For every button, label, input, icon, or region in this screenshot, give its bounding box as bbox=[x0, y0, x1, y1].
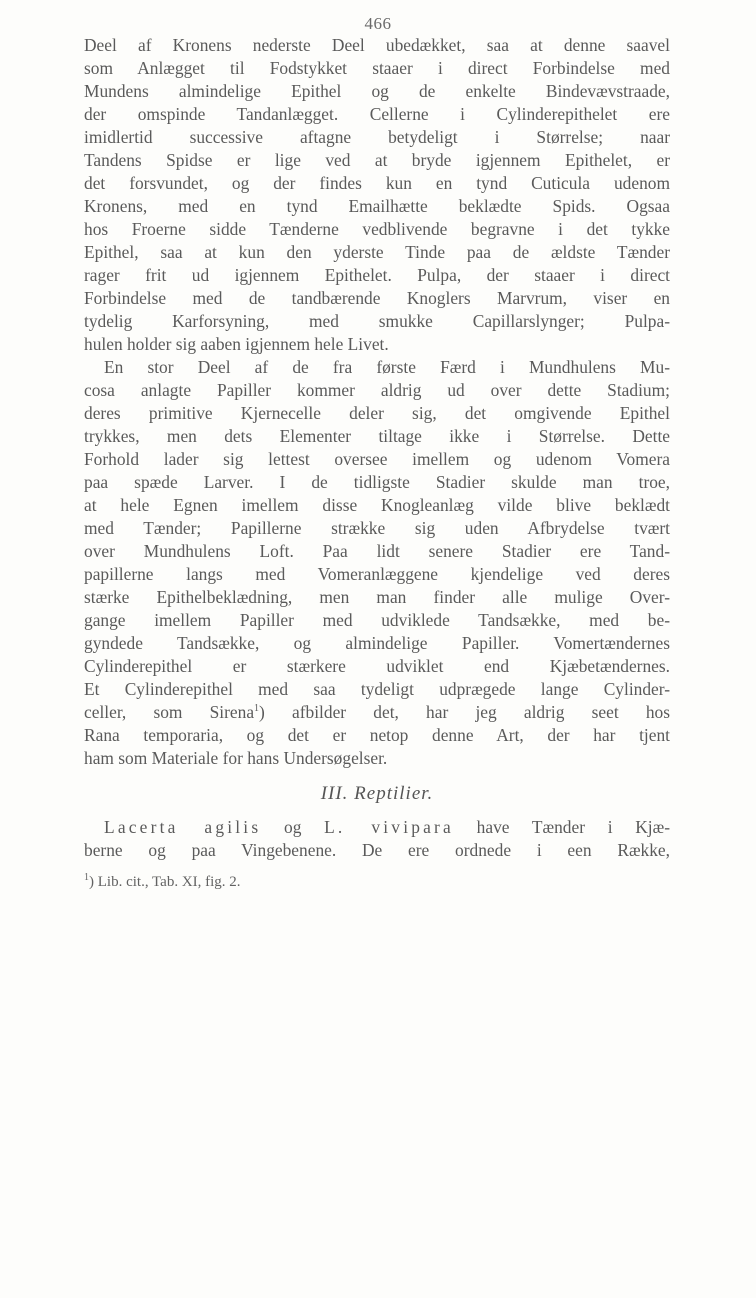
text-line: Kronens, med en tynd Emailhætte beklædte Spids. Ogsaa bbox=[84, 196, 670, 216]
text-line: Et Cylinderepithel med saa tydeligt udprægede lange Cylinder- bbox=[84, 679, 670, 699]
text-line: over Mundhulens Loft. Paa lidt senere Stadier ere Tand- bbox=[84, 541, 670, 561]
text-line: imidlertid successive aftagne betydeligt i Størrelse; naar bbox=[84, 127, 670, 147]
text-line: Mundens almindelige Epithel og de enkelte Bindevævstraade, bbox=[84, 81, 670, 101]
footnote-ref: 1 bbox=[254, 703, 260, 715]
text-line: stærke Epithelbeklædning, men man finder alle mulige Over- bbox=[84, 587, 670, 607]
species-name: Lacerta agilis bbox=[104, 817, 262, 837]
text-line: tydelig Karforsyning, med smukke Capillarslynger; Pulpa- bbox=[84, 311, 670, 331]
text-line: det forsvundet, og der findes kun en tynd Cuticula udenom bbox=[84, 173, 670, 193]
text-fragment: og bbox=[261, 817, 325, 837]
text-line: hos Froerne sidde Tænderne vedblivende begravne i det tykke bbox=[84, 219, 670, 239]
text-line: hulen holder sig aaben igjennem hele Livet. bbox=[84, 334, 389, 354]
text-line: trykkes, men dets Elementer tiltage ikke i Størrelse. Dette bbox=[84, 426, 670, 446]
text-line: gange imellem Papiller med udviklede Tandsække, med be- bbox=[84, 610, 670, 630]
footnote-marker: 1 bbox=[84, 872, 89, 883]
paragraph-2 bbox=[84, 356, 670, 770]
text-line: papillerne langs med Vomeranlæggene kjendelige ved deres bbox=[84, 564, 670, 584]
footnote-text: ) Lib. cit., Tab. XI, fig. 2. bbox=[89, 874, 241, 890]
text-line: der omspinde Tandanlægget. Cellerne i Cylinderepithelet ere bbox=[84, 104, 670, 124]
text-line bbox=[84, 816, 670, 839]
text-line: Forhold lader sig lettest oversee imellem og udenom Vomera bbox=[84, 449, 670, 469]
paragraph-3 bbox=[84, 816, 670, 862]
text-body bbox=[84, 34, 670, 892]
text-line: Cylinderepithel er stærkere udviklet end Kjæbetændernes. bbox=[84, 656, 670, 676]
text-line: rager frit ud igjennem Epithelet. Pulpa, der staaer i direct bbox=[84, 265, 670, 285]
text-line: med Tænder; Papillerne strække sig uden Afbrydelse tvært bbox=[84, 518, 670, 538]
text-line: Epithel, saa at kun den yderste Tinde paa de ældste Tænder bbox=[84, 242, 670, 262]
text-fragment: celler, som Sirena bbox=[84, 702, 255, 722]
text-line: En stor Deel af de fra første Færd i Mundhulens Mu- bbox=[104, 357, 670, 377]
text-line: Tandens Spidse er lige ved at bryde igjennem Epithelet, er bbox=[84, 150, 670, 170]
text-fragment: ) afbilder det, har jeg aldrig seet hos bbox=[259, 702, 670, 722]
text-line-with-footnote bbox=[84, 701, 670, 724]
text-line: ham som Materiale for hans Undersøgelser. bbox=[84, 748, 388, 768]
text-line: Deel af Kronens nederste Deel ubedækket, saa at denne saavel bbox=[84, 35, 670, 55]
text-line: som Anlægget til Fodstykket staaer i direct Forbindelse med bbox=[84, 58, 670, 78]
section-heading: III. Reptilier. bbox=[320, 783, 434, 804]
species-name: L. vivipara bbox=[324, 817, 454, 837]
text-line: Rana temporaria, og det er netop denne Art, der har tjent bbox=[84, 725, 670, 745]
text-line: cosa anlagte Papiller kommer aldrig ud over dette Stadium; bbox=[84, 380, 670, 400]
text-fragment: have Tænder i Kjæ- bbox=[453, 817, 671, 837]
page-number: 466 bbox=[364, 14, 392, 33]
footnote bbox=[84, 872, 670, 892]
text-line: paa spæde Larver. I de tidligste Stadier skulde man troe, bbox=[84, 472, 670, 492]
text-line: deres primitive Kjernecelle deler sig, det omgivende Epithel bbox=[84, 403, 670, 423]
text-line: at hele Egnen imellem disse Knogleanlæg vilde blive beklædt bbox=[84, 495, 670, 515]
text-line: Forbindelse med de tandbærende Knoglers Marvrum, viser en bbox=[84, 288, 670, 308]
text-line: gyndede Tandsække, og almindelige Papiller. Vomertændernes bbox=[84, 633, 670, 653]
text-line: berne og paa Vingebenene. De ere ordnede i een Række, bbox=[84, 840, 670, 860]
paragraph-1 bbox=[84, 34, 670, 356]
